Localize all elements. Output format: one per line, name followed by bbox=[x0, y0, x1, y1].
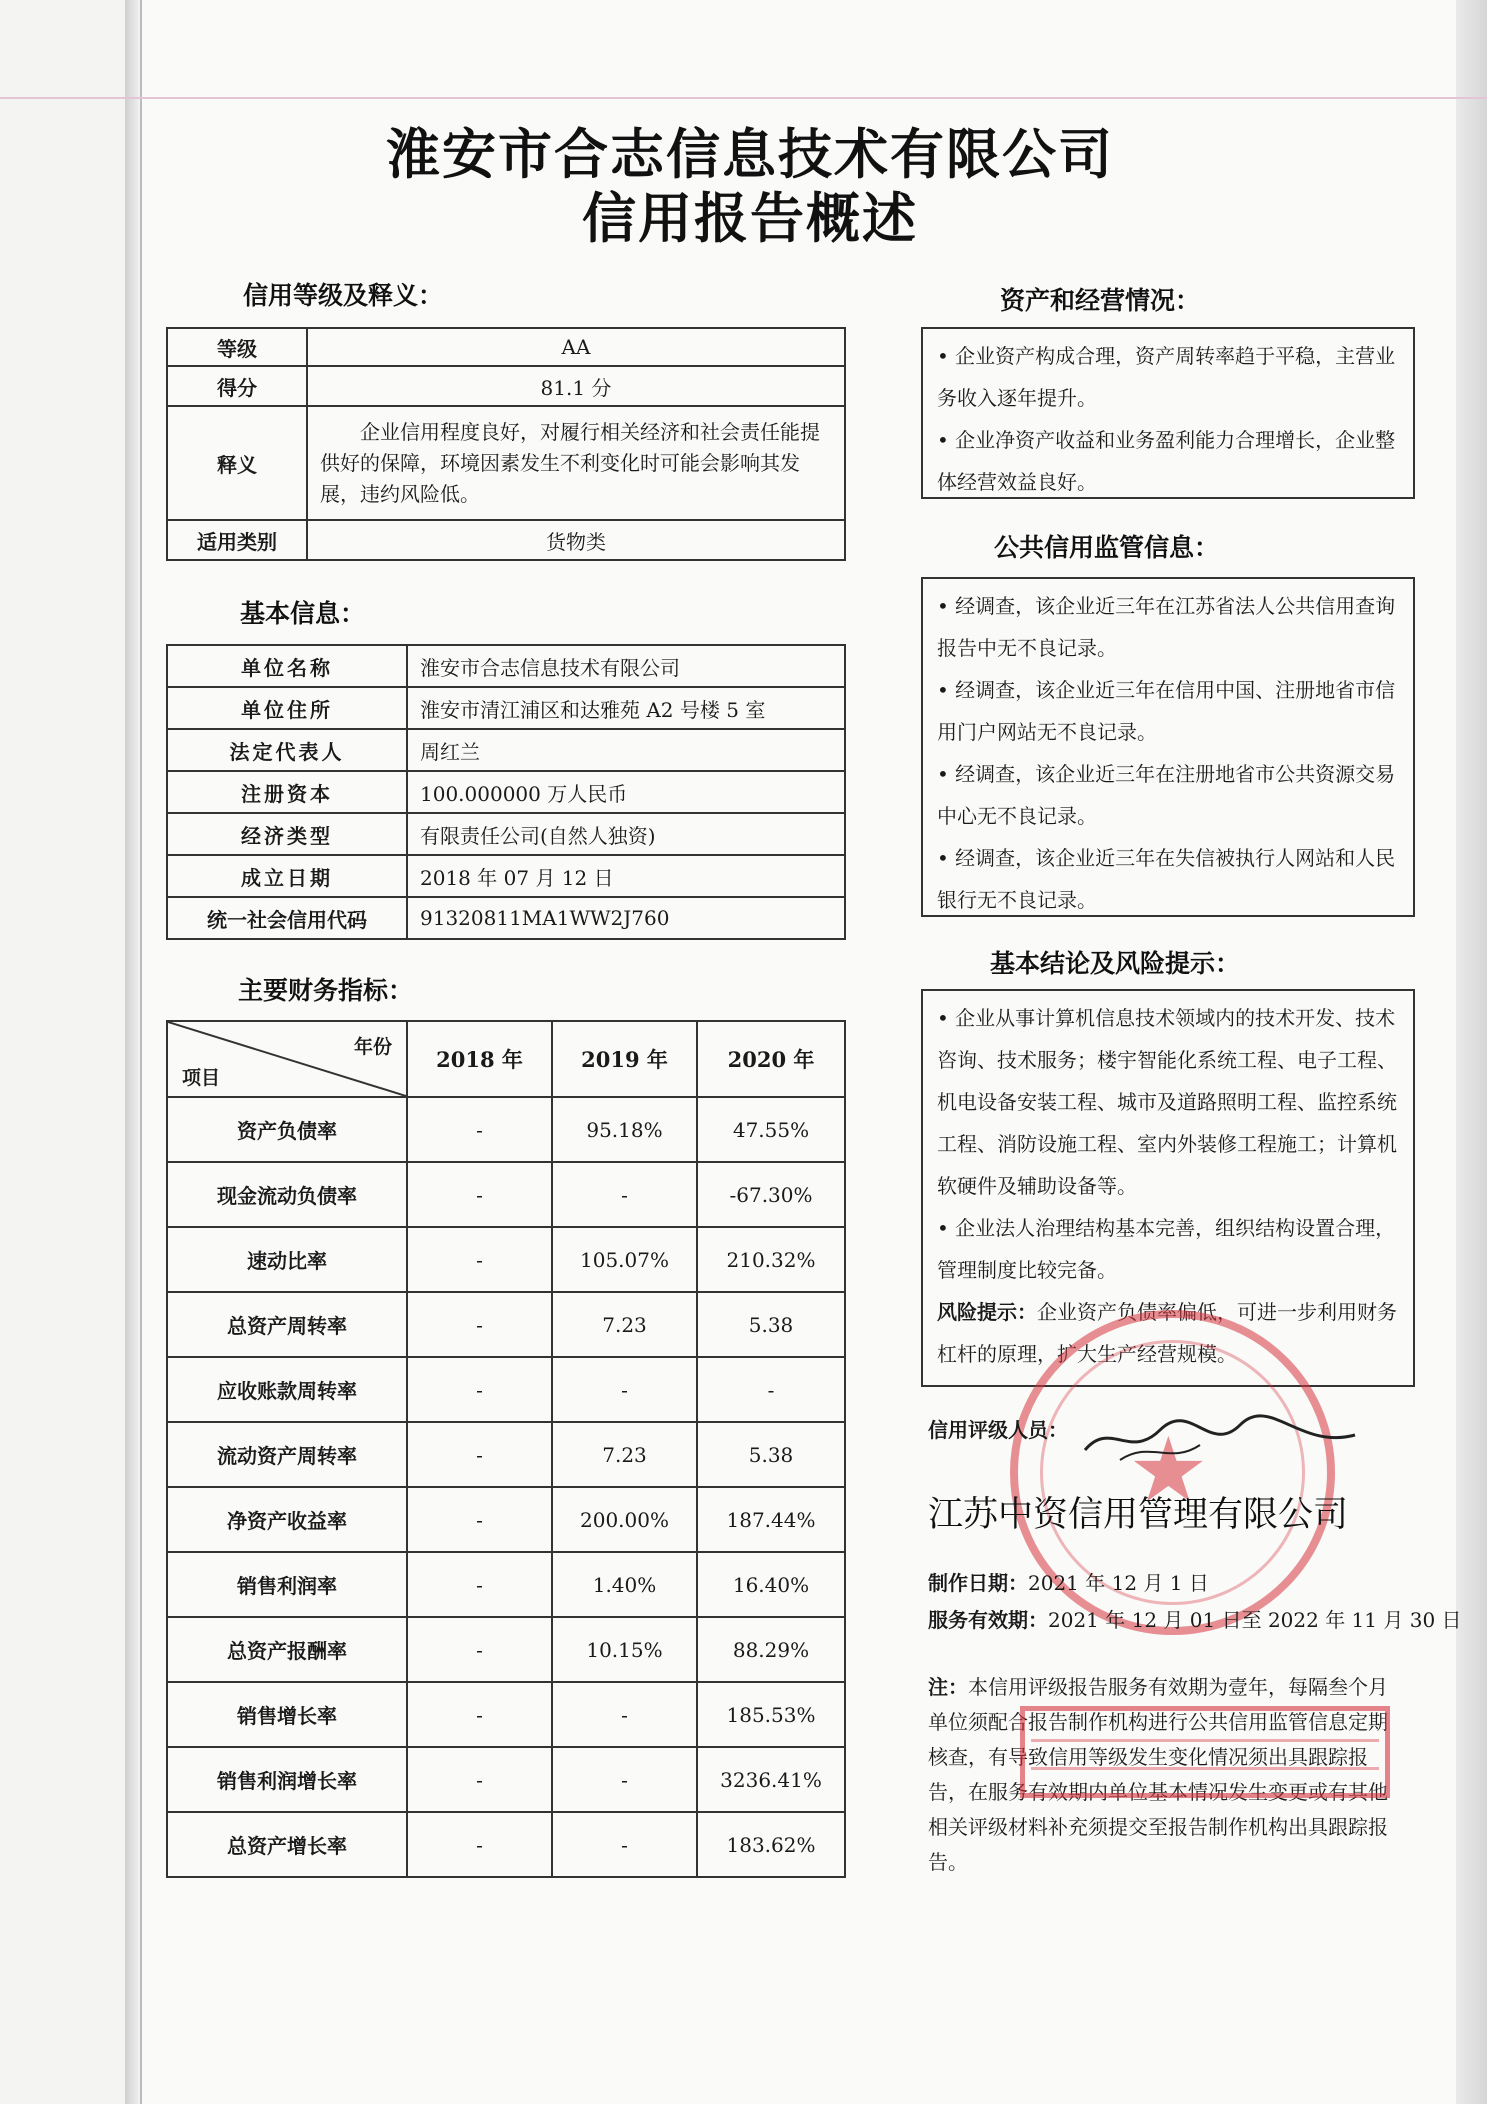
basic-label: 单位住所 bbox=[167, 687, 407, 729]
indicator-value: - bbox=[407, 1357, 552, 1422]
indicator-name: 销售利润增长率 bbox=[167, 1747, 407, 1812]
list-item: • 经调查，该企业近三年在失信被执行人网站和人民银行无不良记录。 bbox=[937, 837, 1399, 921]
basic-value: 淮安市清江浦区和达雅苑 A2 号楼 5 室 bbox=[407, 687, 845, 729]
indicator-name: 总资产周转率 bbox=[167, 1292, 407, 1357]
table-row bbox=[167, 1747, 845, 1812]
indicator-value: - bbox=[407, 1487, 552, 1552]
made-date bbox=[928, 1567, 1209, 1596]
made-date-value: 2021 年 12 月 1 日 bbox=[1028, 1571, 1209, 1595]
year-header: 2020 年 bbox=[697, 1021, 845, 1097]
list-item: • 企业净资产收益和业务盈利能力合理增长，企业整体经营效益良好。 bbox=[937, 419, 1399, 503]
indicator-name: 销售利润率 bbox=[167, 1552, 407, 1617]
list-item: • 企业资产构成合理，资产周转率趋于平稳，主营业务收入逐年提升。 bbox=[937, 335, 1399, 419]
year-header: 2018 年 bbox=[407, 1021, 552, 1097]
indicator-value: 187.44% bbox=[697, 1487, 845, 1552]
table-row bbox=[167, 1487, 845, 1552]
list-item: • 经调查，该企业近三年在注册地省市公共资源交易中心无不良记录。 bbox=[937, 753, 1399, 837]
risk-text: 企业资产负债率偏低，可进一步利用财务杠杆的原理，扩大生产经营规模。 bbox=[937, 1300, 1397, 1366]
indicator-value: - bbox=[407, 1552, 552, 1617]
indicator-value: - bbox=[407, 1682, 552, 1747]
note-label: 注： bbox=[928, 1675, 968, 1699]
indicator-value: 5.38 bbox=[697, 1292, 845, 1357]
list-item: • 企业从事计算机信息技术领域内的技术开发、技术咨询、技术服务；楼宇智能化系统工程、电子工程、机电设备安装工程、城市及道路照明工程、监控系统工程、消防设施工程、室内外装修工程施工；计算机软硬件及辅助设备等。 bbox=[937, 997, 1399, 1207]
credit-label: 适用类别 bbox=[167, 520, 307, 560]
assets-heading: 资产和经营情况： bbox=[1000, 286, 1201, 315]
table-row bbox=[167, 520, 845, 560]
basic-value: 周红兰 bbox=[407, 729, 845, 771]
indicator-value: 7.23 bbox=[552, 1422, 697, 1487]
assets-box bbox=[921, 327, 1415, 499]
public-heading: 公共信用监管信息： bbox=[994, 533, 1220, 562]
basic-value: 91320811MA1WW2J760 bbox=[407, 897, 845, 939]
top-rule bbox=[0, 97, 1487, 99]
stamp-line bbox=[1031, 1767, 1379, 1770]
indicator-name: 总资产增长率 bbox=[167, 1812, 407, 1877]
indicator-value: 10.15% bbox=[552, 1617, 697, 1682]
finance-table bbox=[166, 1020, 846, 1878]
indicator-value: - bbox=[552, 1747, 697, 1812]
indicator-value: - bbox=[407, 1617, 552, 1682]
table-row bbox=[167, 897, 845, 939]
basic-label: 经济类型 bbox=[167, 813, 407, 855]
list-item: • 企业法人治理结构基本完善，组织结构设置合理，管理制度比较完备。 bbox=[937, 1207, 1399, 1291]
credit-explanation-text: 企业信用程度良好，对履行相关经济和社会责任能提供好的保障，环境因素发生不利变化时可能会影响其发展，违约风险低。 bbox=[320, 419, 820, 506]
table-row bbox=[167, 366, 845, 406]
conclusion-heading: 基本结论及风险提示： bbox=[990, 949, 1241, 978]
indicator-value: 185.53% bbox=[697, 1682, 845, 1747]
table-row bbox=[167, 1227, 845, 1292]
indicator-value: 1.40% bbox=[552, 1552, 697, 1617]
list-item: • 经调查，该企业近三年在信用中国、注册地省市信用门户网站无不良记录。 bbox=[937, 669, 1399, 753]
indicator-value: - bbox=[552, 1812, 697, 1877]
year-header: 2019 年 bbox=[552, 1021, 697, 1097]
seal-star-icon: ★ bbox=[1128, 1418, 1209, 1523]
basic-label: 法定代表人 bbox=[167, 729, 407, 771]
basic-value: 100.000000 万人民币 bbox=[407, 771, 845, 813]
valid-value: 2021 年 12 月 01 日至 2022 年 11 月 30 日 bbox=[1048, 1608, 1462, 1632]
indicator-name: 现金流动负债率 bbox=[167, 1162, 407, 1227]
credit-explanation bbox=[307, 406, 845, 520]
basic-label: 成立日期 bbox=[167, 855, 407, 897]
made-date-label: 制作日期： bbox=[928, 1571, 1028, 1595]
stamp-line bbox=[1031, 1739, 1379, 1742]
indicator-value: - bbox=[697, 1357, 845, 1422]
credit-label: 得分 bbox=[167, 366, 307, 406]
indicator-value: 95.18% bbox=[552, 1097, 697, 1162]
rater-label: 信用评级人员： bbox=[928, 1418, 1068, 1442]
indicator-value: 5.38 bbox=[697, 1422, 845, 1487]
indicator-value: - bbox=[407, 1292, 552, 1357]
table-row bbox=[167, 1292, 845, 1357]
diagonal-header bbox=[167, 1021, 407, 1097]
risk-label: 风险提示： bbox=[937, 1300, 1037, 1324]
table-row bbox=[167, 1812, 845, 1877]
credit-grade: AA bbox=[307, 328, 845, 366]
indicator-value: - bbox=[407, 1097, 552, 1162]
note-text: 本信用评级报告服务有效期为壹年，每隔叁个月单位须配合报告制作机构进行公共信用监管信息定期核查，有导致信用等级发生变化情况须出具跟踪报告，在服务有效期内单位基本情况发生变更或有其他相关评级材料补充须提交至报告制作机构出具跟踪报告。 bbox=[928, 1675, 1388, 1874]
table-row bbox=[167, 1357, 845, 1422]
indicator-value: 88.29% bbox=[697, 1617, 845, 1682]
page-edge bbox=[1456, 0, 1487, 2104]
credit-heading: 信用等级及释义： bbox=[243, 281, 444, 310]
indicator-name: 净资产收益率 bbox=[167, 1487, 407, 1552]
company-title: 淮安市合志信息技术有限公司 bbox=[386, 123, 1114, 186]
finance-heading: 主要财务指标： bbox=[238, 976, 414, 1005]
indicator-name: 应收账款周转率 bbox=[167, 1357, 407, 1422]
basic-table bbox=[166, 644, 846, 940]
valid-label: 服务有效期： bbox=[928, 1608, 1048, 1632]
basic-label: 单位名称 bbox=[167, 645, 407, 687]
issuer-company: 江苏中资信用管理有限公司 bbox=[928, 1495, 1349, 1535]
table-row bbox=[167, 328, 845, 366]
basic-label: 统一社会信用代码 bbox=[167, 897, 407, 939]
table-row bbox=[167, 1617, 845, 1682]
indicator-value: - bbox=[552, 1682, 697, 1747]
indicator-value: - bbox=[407, 1422, 552, 1487]
indicator-value: - bbox=[407, 1747, 552, 1812]
list-item: • 经调查，该企业近三年在江苏省法人公共信用查询报告中无不良记录。 bbox=[937, 585, 1399, 669]
header-year-label: 年份 bbox=[353, 1036, 392, 1058]
indicator-value: 7.23 bbox=[552, 1292, 697, 1357]
indicator-value: - bbox=[552, 1357, 697, 1422]
indicator-name: 销售增长率 bbox=[167, 1682, 407, 1747]
red-stamp bbox=[1020, 1706, 1390, 1798]
table-row bbox=[167, 729, 845, 771]
indicator-name: 资产负债率 bbox=[167, 1097, 407, 1162]
table-row bbox=[167, 855, 845, 897]
indicator-value: 47.55% bbox=[697, 1097, 845, 1162]
indicator-value: 200.00% bbox=[552, 1487, 697, 1552]
indicator-value: 3236.41% bbox=[697, 1747, 845, 1812]
indicator-value: - bbox=[407, 1162, 552, 1227]
table-row bbox=[167, 1552, 845, 1617]
table-row bbox=[167, 1162, 845, 1227]
basic-value: 2018 年 07 月 12 日 bbox=[407, 855, 845, 897]
table-row bbox=[167, 813, 845, 855]
indicator-value: - bbox=[407, 1227, 552, 1292]
credit-table bbox=[166, 327, 846, 561]
indicator-value: - bbox=[407, 1812, 552, 1877]
table-row bbox=[167, 771, 845, 813]
basic-value: 有限责任公司(自然人独资) bbox=[407, 813, 845, 855]
table-row bbox=[167, 1422, 845, 1487]
indicator-value: 183.62% bbox=[697, 1812, 845, 1877]
indicator-value: 210.32% bbox=[697, 1227, 845, 1292]
indicator-name: 流动资产周转率 bbox=[167, 1422, 407, 1487]
basic-heading: 基本信息： bbox=[240, 599, 366, 628]
basic-value: 淮安市合志信息技术有限公司 bbox=[407, 645, 845, 687]
credit-score: 81.1 分 bbox=[307, 366, 845, 406]
page-spine bbox=[125, 0, 139, 2104]
basic-label: 注册资本 bbox=[167, 771, 407, 813]
public-box bbox=[921, 577, 1415, 917]
header-item-label: 项目 bbox=[182, 1067, 221, 1089]
table-row bbox=[167, 1021, 845, 1097]
credit-label: 释义 bbox=[167, 406, 307, 520]
indicator-value: - bbox=[552, 1162, 697, 1227]
indicator-name: 速动比率 bbox=[167, 1227, 407, 1292]
table-row bbox=[167, 1097, 845, 1162]
table-row bbox=[167, 406, 845, 520]
indicator-value: -67.30% bbox=[697, 1162, 845, 1227]
indicator-value: 16.40% bbox=[697, 1552, 845, 1617]
valid-period bbox=[928, 1604, 1462, 1633]
report-title: 信用报告概述 bbox=[582, 187, 918, 250]
indicator-name: 总资产报酬率 bbox=[167, 1617, 407, 1682]
table-row bbox=[167, 645, 845, 687]
table-row bbox=[167, 1682, 845, 1747]
indicator-value: 105.07% bbox=[552, 1227, 697, 1292]
table-row bbox=[167, 687, 845, 729]
handwritten-signature bbox=[1080, 1410, 1360, 1470]
credit-category: 货物类 bbox=[307, 520, 845, 560]
credit-label: 等级 bbox=[167, 328, 307, 366]
